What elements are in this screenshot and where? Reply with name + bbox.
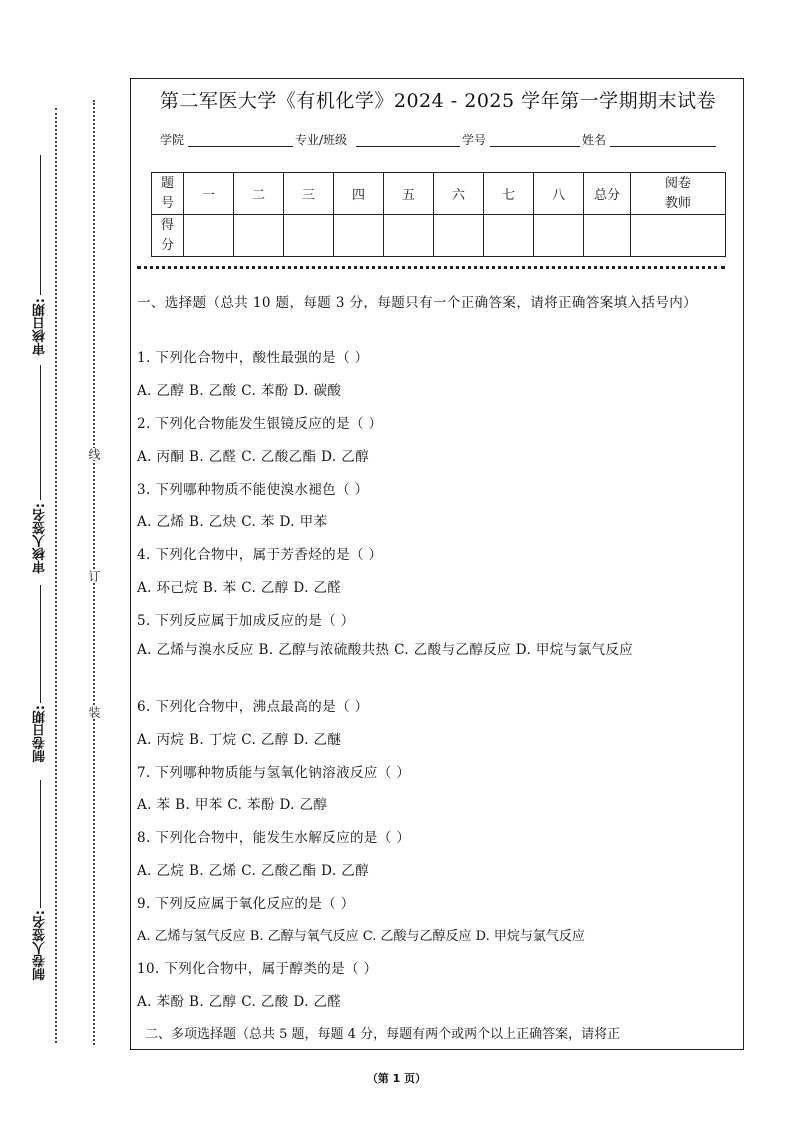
binding-char-mount: 装 (87, 706, 101, 718)
score-col-8: 八 (534, 173, 584, 215)
margin-blank-review-date (40, 155, 41, 295)
section1-heading: 一、选择题（总共 10 题，每题 3 分，每题只有一个正确答案，请将正确答案填入括号内） (137, 295, 698, 311)
score-cell[interactable] (284, 215, 334, 257)
score-cell[interactable] (434, 215, 484, 257)
score-row-label: 得分 (152, 215, 184, 257)
question-5-options: A. 乙烯与溴水反应 B. 乙醇与浓硫酸共热 C. 乙酸与乙醇反应 D. 甲烷与氯气反应 (137, 642, 634, 658)
margin-label-compiler-signature: 制卷人签名: (33, 910, 48, 981)
margin-label-compile-date: 制卷日期: (33, 705, 48, 763)
student-id-blank[interactable] (490, 146, 580, 147)
margin-blank-compiler-signature (40, 780, 41, 908)
question-1: 1. 下列化合物中，酸性最强的是（ ） (137, 350, 369, 366)
question-7: 7. 下列哪种物质能与氢氧化钠溶液反应（ ） (137, 765, 411, 781)
college-blank[interactable] (188, 146, 293, 147)
name-blank[interactable] (610, 146, 716, 147)
question-1-options: A. 乙醇 B. 乙酸 C. 苯酚 D. 碳酸 (137, 383, 342, 399)
student-info-row (160, 131, 720, 149)
info-label-name: 姓名 (582, 133, 607, 147)
margin-blank-compile-date (40, 585, 41, 703)
info-label-college: 学院 (160, 133, 185, 147)
info-label-student-id: 学号 (462, 133, 487, 147)
binding-char-line: 线 (87, 448, 101, 460)
margin-blank-reviewer-signature (40, 365, 41, 500)
section2-heading: 二、多项选择题（总共 5 题，每题 4 分，每题有两个或两个以上正确答案，请将正 (145, 1027, 621, 1042)
question-8-options: A. 乙烷 B. 乙烯 C. 乙酸乙酯 D. 乙醇 (137, 863, 370, 879)
question-3-options: A. 乙烯 B. 乙炔 C. 苯 D. 甲苯 (137, 514, 328, 530)
score-col-3: 三 (284, 173, 334, 215)
header-separator-dotted (137, 266, 725, 269)
page-number: （第 1 页） (366, 1072, 427, 1085)
score-cell[interactable] (534, 215, 584, 257)
question-6-options: A. 丙烷 B. 丁烷 C. 乙醇 D. 乙醚 (137, 732, 342, 748)
question-8: 8. 下列化合物中，能发生水解反应的是（ ） (137, 830, 411, 846)
question-10: 10. 下列化合物中，属于醇类的是（ ） (137, 961, 378, 977)
score-cell-total[interactable] (584, 215, 631, 257)
question-2-options: A. 丙酮 B. 乙醛 C. 乙酸乙酯 D. 乙醇 (137, 449, 370, 465)
binding-char-bind: 订 (87, 570, 101, 582)
question-9: 9. 下列反应属于氧化反应的是（ ） (137, 896, 355, 912)
margin-label-reviewer-signature: 审核人签名: (33, 503, 48, 574)
binding-dotted-line-outer (55, 108, 57, 1043)
question-10-options: A. 苯酚 B. 乙醇 C. 乙酸 D. 乙醛 (137, 994, 342, 1010)
score-col-7: 七 (484, 173, 534, 215)
question-7-options: A. 苯 B. 甲苯 C. 苯酚 D. 乙醇 (137, 797, 328, 813)
score-cell-reviewer[interactable] (631, 215, 726, 257)
info-label-major-class: 专业/班级 (295, 133, 348, 147)
major-class-blank[interactable] (356, 146, 460, 147)
score-col-6: 六 (434, 173, 484, 215)
score-table-header-row (152, 173, 726, 215)
question-4-options: A. 环己烷 B. 苯 C. 乙醇 D. 乙醛 (137, 580, 342, 596)
score-cell[interactable] (234, 215, 284, 257)
question-6: 6. 下列化合物中，沸点最高的是（ ） (137, 699, 369, 715)
score-cell[interactable] (184, 215, 234, 257)
score-col-1: 一 (184, 173, 234, 215)
margin-label-review-date: 审核日期: (33, 298, 48, 356)
score-col-total: 总分 (584, 173, 631, 215)
question-2: 2. 下列化合物能发生银镜反应的是（ ） (137, 416, 383, 432)
score-cell[interactable] (334, 215, 384, 257)
question-5: 5. 下列反应属于加成反应的是（ ） (137, 613, 355, 629)
exam-title: 第二军医大学《有机化学》2024 - 2025 学年第一学期期末试卷 (159, 90, 717, 112)
question-4: 4. 下列化合物中，属于芳香烃的是（ ） (137, 547, 383, 563)
score-col-5: 五 (384, 173, 434, 215)
question-9-options: A. 乙烯与氢气反应 B. 乙醇与氧气反应 C. 乙酸与乙醇反应 D. 甲烷与氯气反应 (137, 929, 585, 944)
score-col-4: 四 (334, 173, 384, 215)
score-table-score-row (152, 215, 726, 257)
question-3: 3. 下列哪种物质不能使溴水褪色（ ） (137, 482, 369, 498)
score-col-2: 二 (234, 173, 284, 215)
score-table (151, 172, 726, 257)
score-col-reviewer: 阅卷教师 (631, 173, 726, 215)
score-cell[interactable] (484, 215, 534, 257)
score-table-row-label: 题号 (152, 173, 184, 215)
score-cell[interactable] (384, 215, 434, 257)
